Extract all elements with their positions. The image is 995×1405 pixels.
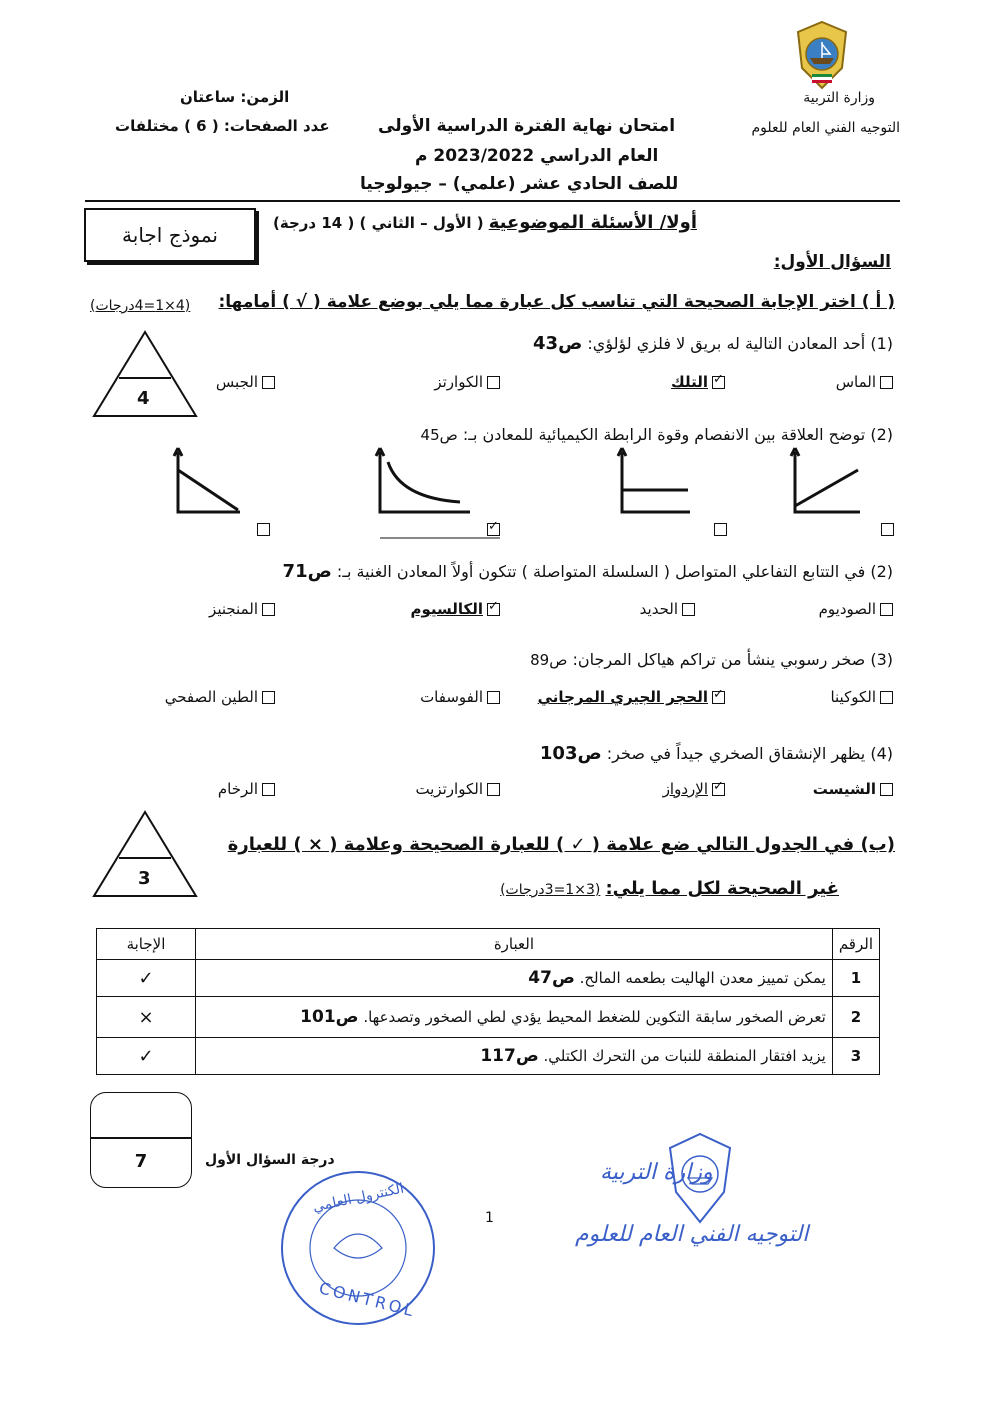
ministry-name: وزارة التربية [803, 90, 875, 106]
checkbox-checked-icon [712, 691, 725, 704]
question-2-text: (2) توضح العلاقة بين الانفصام وقوة الرابطة الكيميائية للمعادن بـ: [462, 425, 893, 444]
q3-option-4[interactable]: المنجنيز [209, 600, 275, 618]
stamp-ministry-text: وزارة التربية [600, 1160, 713, 1185]
total-score-box [90, 1092, 192, 1188]
row-number: 2 [832, 997, 879, 1038]
header-answer: الإجابة [97, 929, 196, 960]
checkbox-icon [682, 603, 695, 616]
checkbox-icon [262, 783, 275, 796]
true-false-table [96, 928, 880, 1075]
section-heading [273, 212, 697, 233]
graph-axes-3 [622, 452, 690, 512]
checkbox-icon [487, 376, 500, 389]
graph-axes-4 [795, 452, 860, 512]
checkbox-checked-icon [487, 523, 500, 536]
row-number: 3 [832, 1038, 879, 1075]
q5-option-1[interactable]: الشيست [813, 780, 893, 798]
total-score-label: درجة السؤال الأول [205, 1152, 335, 1168]
stamp-control-text: CONTROL [317, 1278, 418, 1321]
checkbox-icon [880, 691, 893, 704]
q1-option-2[interactable]: ✓التلك [671, 373, 725, 391]
q2-option-3[interactable] [710, 520, 727, 538]
table-header-row [97, 929, 880, 960]
graph-axes-1 [178, 452, 240, 512]
part-a-instruction: ( أ ) اختر الإجابة الصحيحة التي تناسب كل عبارة مما يلي بوضع علامة ( √ ) أمامها: [218, 292, 895, 312]
q4-option-1[interactable]: الكوكينا [830, 688, 893, 706]
q5-option-2[interactable]: ✓الإردواز [663, 780, 725, 798]
question-2-ref: ص45 [420, 426, 458, 444]
checkbox-icon [262, 691, 275, 704]
grade-subject: للصف الحادي عشر (علمي) – جيولوجيا [360, 174, 679, 194]
question-5-text: (4) يظهر الإنشقاق الصخري جيداً في صخر: [606, 744, 893, 763]
part-b-marks: (3×1=3درجات) [500, 882, 601, 898]
academic-year: العام الدراسي 2023/2022 م [415, 146, 659, 166]
header-divider [85, 200, 900, 202]
part-b-instruction-2: غير الصحيحة لكل مما يلي: [605, 878, 839, 899]
question-1 [533, 333, 893, 354]
checkbox-icon [880, 376, 893, 389]
part-a-marks: (4×1=4درجات) [90, 298, 191, 314]
table-row [97, 997, 880, 1038]
part-b-instruction-1: (ب) في الجدول التالي ضع علامة ( ✓ ) للعبارة الصحيحة وعلامة ( × ) للعبارة [227, 834, 895, 855]
q2-option-2[interactable] [483, 520, 500, 538]
checkbox-icon [262, 603, 275, 616]
table-row [97, 960, 880, 997]
q2-option-4[interactable] [877, 520, 894, 538]
exam-time: الزمن: ساعتان [180, 88, 290, 106]
exam-title: امتحان نهاية الفترة الدراسية الأولى [378, 116, 676, 136]
row-number: 1 [832, 960, 879, 997]
part-b-score: 3 [138, 868, 151, 889]
stamp-ministry-subtext: التوجيه الفني العام للعلوم [575, 1222, 809, 1247]
q1-option-3[interactable]: الكوارتز [434, 373, 500, 391]
row-statement: يمكن تمييز معدن الهاليت بطعمه المالح. ص47 [196, 960, 833, 997]
header-statement: العبارة [196, 929, 833, 960]
q1-option-4[interactable]: الجبس [216, 373, 275, 391]
checkbox-checked-icon [712, 376, 725, 389]
row-answer[interactable]: ✓ [97, 1038, 196, 1075]
row-statement: يزيد افتقار المنطقة للنبات من التحرك الكتلي. ص117 [196, 1038, 833, 1075]
table-row [97, 1038, 880, 1075]
checkbox-icon [880, 603, 893, 616]
q4-option-2[interactable]: ✓الحجر الجيري المرجاني [538, 688, 725, 706]
q1-option-1[interactable]: الماس [836, 373, 893, 391]
question-4 [530, 650, 893, 669]
question-1-ref: ص43 [533, 333, 583, 354]
question-one-heading: السؤال الأول: [773, 252, 891, 272]
q5-option-4[interactable]: الرخام [218, 780, 275, 798]
question-5-ref: ص103 [539, 743, 602, 764]
checkbox-icon [881, 523, 894, 536]
question-4-text: (3) صخر رسوبي ينشأ من تراكم هياكل المرجان: [572, 650, 893, 669]
checkbox-icon [714, 523, 727, 536]
total-score: 7 [134, 1151, 148, 1172]
section-title: أولا/ الأسئلة الموضوعية [488, 212, 697, 233]
page-number: 1 [485, 1210, 494, 1226]
question-3 [283, 561, 893, 582]
graph-increasing-line [795, 470, 858, 506]
checkbox-icon [487, 691, 500, 704]
question-5 [540, 743, 893, 764]
page-count: عدد الصفحات: ( 6 ) مختلفات [115, 117, 330, 135]
row-statement: تعرض الصخور سابقة التكوين للضغط المحيط يؤدي لطي الصخور وتصدعها. ص101 [196, 997, 833, 1038]
checkbox-checked-icon [487, 603, 500, 616]
model-answer-badge: نموذج اجابة [84, 208, 256, 262]
question-3-ref: ص71 [282, 561, 332, 582]
checkbox-icon [262, 376, 275, 389]
header-number: الرقم [832, 929, 879, 960]
section-detail: ( الأول – الثاني ) ( 14 درجة) [273, 214, 484, 232]
q3-option-2[interactable]: الحديد [640, 600, 695, 618]
checkbox-icon [257, 523, 270, 536]
q2-option-1[interactable] [253, 520, 270, 538]
q5-option-3[interactable]: الكوارتزيت [415, 780, 500, 798]
checkbox-icon [487, 783, 500, 796]
kuwait-emblem-icon [790, 18, 854, 92]
department-name: التوجيه الفني العام للعلوم [751, 120, 900, 136]
checkbox-checked-icon [712, 783, 725, 796]
part-a-score: 4 [137, 388, 150, 409]
q4-option-3[interactable]: الفوسفات [420, 688, 500, 706]
q3-option-1[interactable]: الصوديوم [819, 600, 893, 618]
checkbox-icon [880, 783, 893, 796]
question-3-text: (2) في التتابع التفاعلي المتواصل ( السلسلة المتواصلة ) تتكون أولاً المعادن الغنية بـ: [336, 562, 893, 581]
part-b-instruction-2-row [500, 878, 839, 899]
graph-decreasing-line [178, 470, 238, 510]
row-answer[interactable]: ✓ [97, 960, 196, 997]
q2-graphs [160, 440, 900, 540]
q4-option-4[interactable]: الطين الصفحي [165, 688, 275, 706]
row-answer[interactable]: × [97, 997, 196, 1038]
graph-decreasing-curve [388, 462, 460, 502]
question-4-ref: ص89 [530, 651, 568, 669]
q3-option-3[interactable]: ✓الكالسيوم [410, 600, 500, 618]
question-1-text: (1) أحد المعادن التالية له بريق لا فلزي لؤلؤي: [587, 334, 893, 353]
stamp-control-top: الكنترول العلمي [311, 1180, 406, 1216]
